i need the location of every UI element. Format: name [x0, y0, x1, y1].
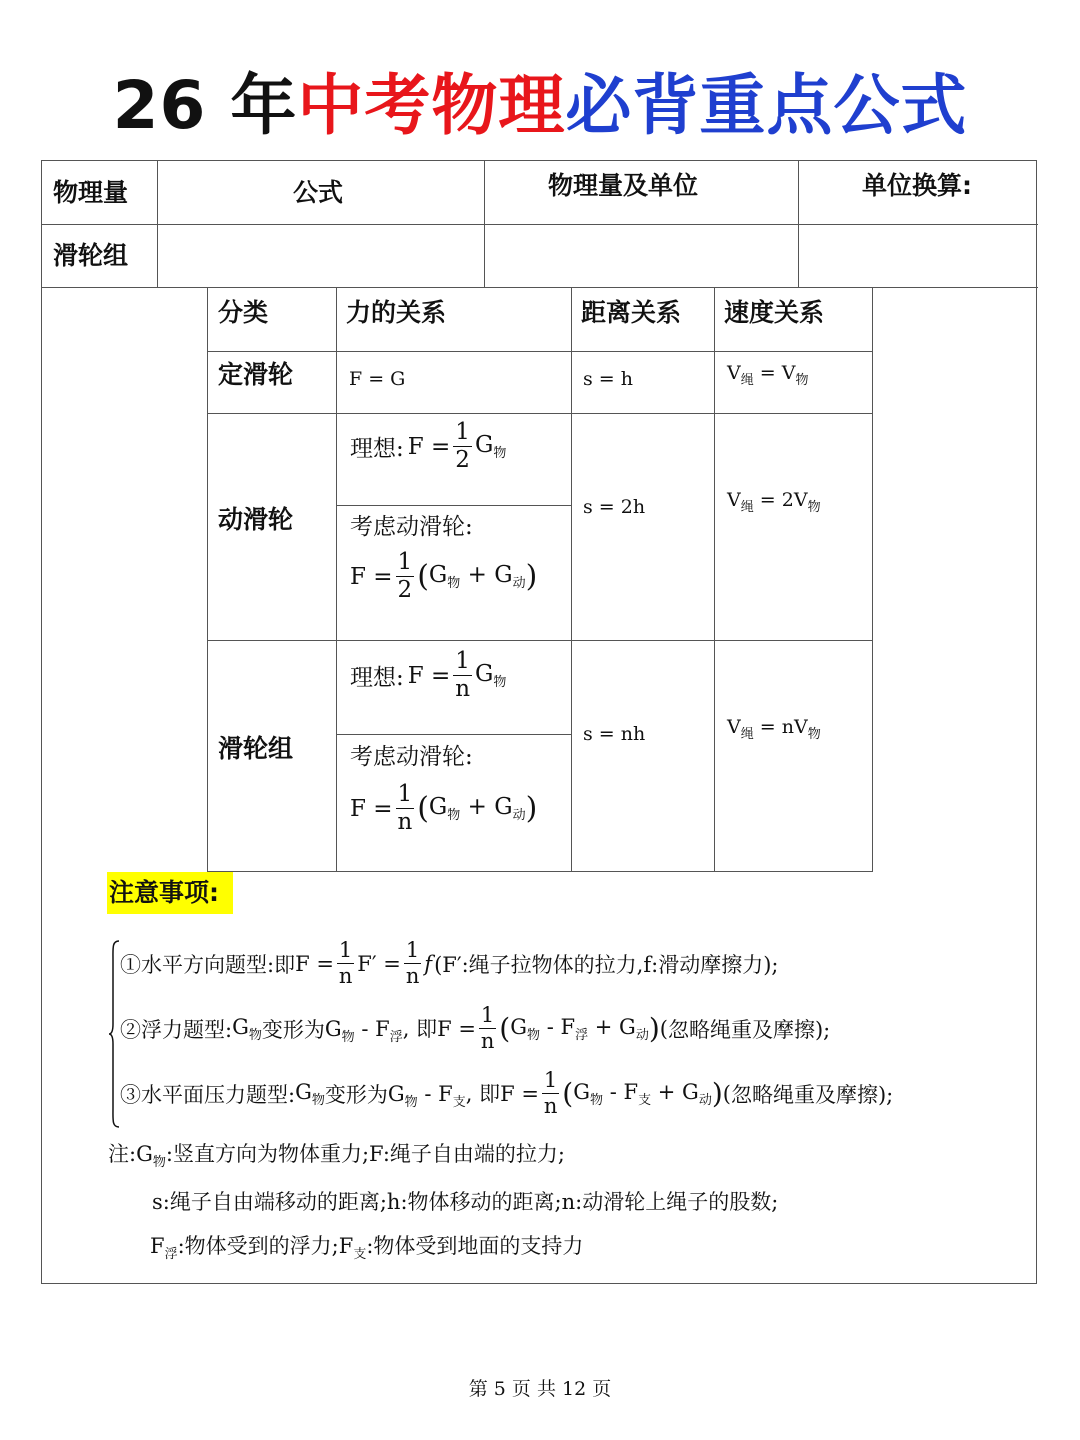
ideal-label: 理想:	[350, 436, 404, 462]
note-forces: $F_浮$:物体受到的浮力$;F_支$:物体受到地面的支持力	[150, 1234, 584, 1262]
note-c1-text: 物体受到的浮力;	[184, 1234, 339, 1258]
rule-buoyancy: ②浮力题型: $G_物$ 变形为 $G_物 - F_浮$, 即F = $\frac{1}{n}$ ( $G_物 - F_浮 + G_动$ ) ( 忽略绳重及摩擦);	[120, 1003, 831, 1053]
fraction: $\frac{1}{n}$	[543, 1068, 558, 1118]
note-c2-text: 物体受到地面的支持力	[373, 1234, 584, 1258]
notes-title: 注意事项:	[107, 872, 233, 914]
divider	[208, 413, 872, 414]
movable-consider-formula: F = $\frac{1}{2}$ ( $G_物 + G_动$ )	[350, 549, 538, 603]
divider	[336, 288, 337, 871]
header-force: 力的关系	[346, 298, 447, 327]
fraction: $\frac{1}{n}$	[455, 648, 471, 702]
fixed-velocity: $V_绳 = V_物$	[727, 362, 809, 388]
block-ideal-formula: 理想: F = $\frac{1}{n}$ $G_物$	[350, 648, 507, 702]
fraction: $\frac{1}{n}$	[338, 938, 353, 988]
fixed-pulley-label: 定滑轮	[218, 360, 294, 389]
fixed-distance: s = h	[583, 368, 633, 390]
rule2-prefix: ②浮力题型:	[120, 1017, 233, 1042]
rule2-suffix: 忽略绳重及摩擦);	[667, 1017, 831, 1042]
block-velocity: $V_绳 = nV_物$	[727, 716, 821, 742]
rule3-suffix: 忽略绳重及摩擦);	[730, 1082, 894, 1107]
rule-horizontal: ①水平方向题型:即 F = $\frac{1}{n}$ F′ = $\frac{1}{n}$ f (F′:绳子拉物体的拉力,f:滑动摩擦力);	[120, 938, 779, 988]
pulley-table	[207, 287, 873, 872]
pulley-block-label: 滑轮组	[218, 734, 294, 763]
rule-pressure: ③水平面压力题型: $G_物$ 变形为 $G_物 - F_支$, 即F = $\frac{1}{n}$ ( $G_物 - F_支 + G_动$ ) ( 忽略绳重及摩擦);	[120, 1068, 894, 1118]
movable-pulley-label: 动滑轮	[218, 505, 294, 534]
block-consider-label: 考虑动滑轮:	[350, 744, 473, 770]
title-part-year: 26 年	[112, 67, 298, 144]
rule2-mid: 变形为	[261, 1017, 325, 1042]
rule1-prefix: ①水平方向题型:即	[120, 952, 296, 977]
block-consider-formula: F = $\frac{1}{n}$ ( $G_物 + G_动$ )	[350, 781, 538, 835]
fraction: $\frac{1}{2}$	[455, 419, 470, 473]
header-conversion: 单位换算:	[862, 171, 972, 200]
divider	[714, 288, 715, 871]
divider	[484, 161, 485, 287]
header-formula: 公式	[293, 178, 344, 207]
movable-velocity: $V_绳 = 2V_物$	[727, 489, 821, 515]
divider	[208, 640, 872, 641]
divider	[208, 351, 872, 352]
divider	[798, 161, 799, 287]
header-category: 分类	[218, 298, 269, 327]
movable-distance: s = 2h	[583, 496, 646, 518]
fixed-force: F = G	[349, 368, 406, 390]
fraction: $\frac{1}{2}$	[397, 549, 413, 603]
note-distance: s:绳子自由端移动的距离;h:物体移动的距离;n:动滑轮上绳子的股数;	[152, 1190, 779, 1214]
note-a-text: 竖直方向为物体重力;F:绳子自由端的拉力;	[172, 1142, 565, 1166]
divider	[571, 288, 572, 871]
rule1-suffix: (F′:绳子拉物体的拉力,f:滑动摩擦力);	[434, 952, 779, 977]
page-title	[0, 52, 1080, 147]
row-label-pulley-system: 滑轮组	[53, 241, 129, 270]
header-quantity: 物理量	[53, 178, 129, 207]
header-units: 物理量及单位	[548, 171, 699, 200]
rule3-prefix: ③水平面压力题型:	[120, 1082, 296, 1107]
title-part-topic: 必背重点公式	[565, 67, 968, 144]
left-brace-icon	[108, 940, 120, 1128]
divider	[42, 224, 1038, 225]
fraction: $\frac{1}{n}$	[480, 1003, 495, 1053]
header-distance: 距离关系	[581, 298, 682, 327]
ideal-label: 理想:	[350, 665, 404, 691]
movable-ideal-formula: 理想: F = $\frac{1}{2}$ $G_物$	[350, 419, 507, 473]
fraction: $\frac{1}{n}$	[397, 781, 413, 835]
title-part-subject: 中考物理	[297, 67, 566, 144]
fraction: $\frac{1}{n}$	[405, 938, 420, 988]
header-velocity: 速度关系	[724, 298, 825, 327]
divider	[336, 734, 571, 735]
movable-consider-label: 考虑动滑轮:	[350, 514, 473, 540]
divider	[336, 505, 571, 506]
rule3-mid: 变形为	[324, 1082, 388, 1107]
page-number: 第 5 页 共 12 页	[468, 1378, 612, 1400]
divider	[157, 161, 158, 287]
block-distance: s = nh	[583, 723, 646, 745]
note-gravity: 注$:G_物$:竖直方向为物体重力;F:绳子自由端的拉力;	[108, 1142, 565, 1170]
